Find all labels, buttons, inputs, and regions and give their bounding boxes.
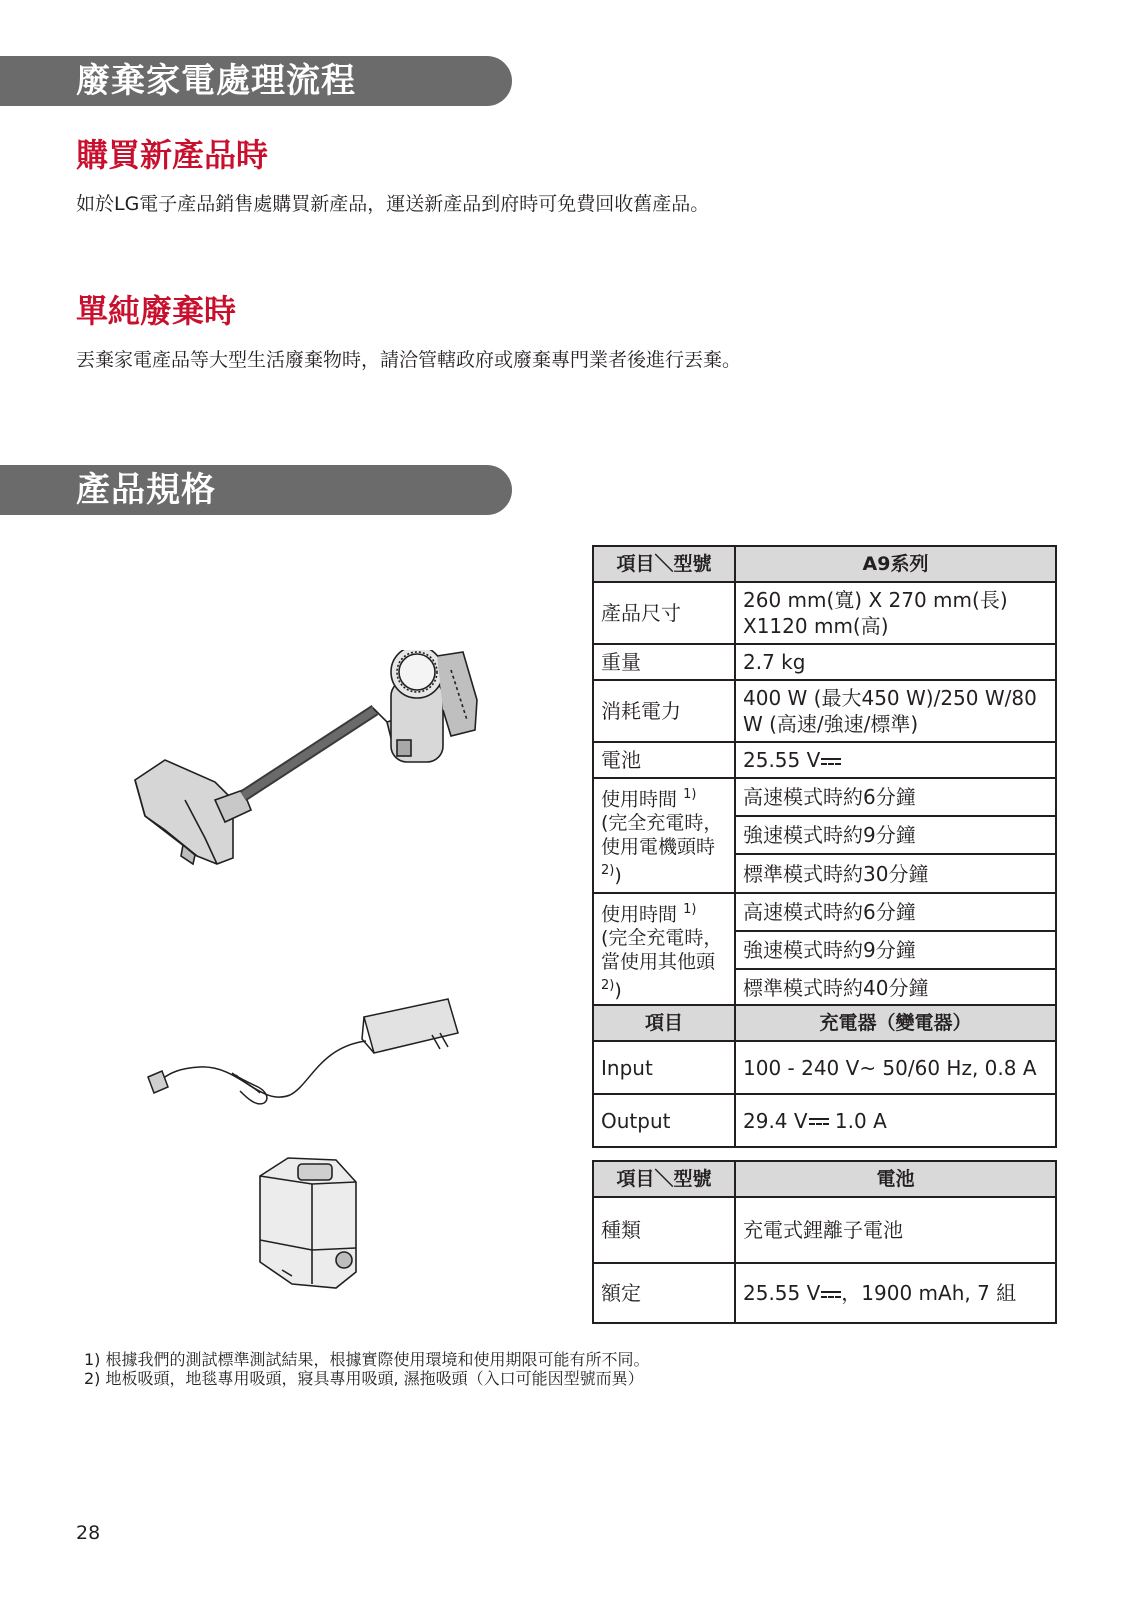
heading-buy-new: 購買新產品時 xyxy=(76,136,269,174)
footnote-1: 1) 根據我們的測試標準測試結果，根據實際使用環境和使用期限可能有所不同。 xyxy=(84,1350,650,1369)
battery-value xyxy=(735,742,1056,778)
battery-pack-illustration xyxy=(252,1150,367,1295)
battery-voltage: 25.55 V xyxy=(743,748,821,772)
runtime-label-line3: 使用電機頭時 xyxy=(601,836,716,859)
output-label: Output xyxy=(593,1094,735,1147)
footnotes xyxy=(84,1350,650,1388)
input-value: 100 - 240 V~ 50/60 Hz, 0.8 A xyxy=(735,1041,1056,1094)
page-number: 28 xyxy=(76,1522,101,1544)
header-charger: 充電器（變電器） xyxy=(735,1005,1056,1041)
charger-adapter-illustration xyxy=(140,995,470,1125)
text-dispose-only: 丟棄家電產品等大型生活廢棄物時，請洽管轄政府或廢棄專門業者後進行丟棄。 xyxy=(76,349,742,371)
output-current: 1.0 A xyxy=(828,1108,887,1133)
header-series: A9系列 xyxy=(735,546,1056,582)
type-label: 種類 xyxy=(593,1197,735,1263)
rating-label: 額定 xyxy=(593,1263,735,1323)
weight-value: 2.7 kg xyxy=(735,644,1056,680)
table-header-row xyxy=(593,1161,1056,1197)
header-item: 項目 xyxy=(593,1005,735,1041)
runtime-label-line3: 當使用其他頭 xyxy=(601,950,716,973)
section-title-disposal: 廢棄家電處理流程 xyxy=(76,61,356,101)
battery-spec-table xyxy=(592,1160,1057,1324)
header-item-model: 項目＼型號 xyxy=(593,546,735,582)
dc-symbol-icon xyxy=(821,1290,841,1300)
dc-symbol-icon xyxy=(821,757,841,767)
input-label: Input xyxy=(593,1041,735,1094)
size-label: 產品尺寸 xyxy=(593,582,735,644)
table-row xyxy=(593,680,1056,742)
runtime-other-power: 強速模式時約9分鐘 xyxy=(735,931,1056,969)
runtime-label-line1: 使用時間 xyxy=(601,788,678,811)
runtime-label-line2: (完全充電時， xyxy=(601,812,723,835)
runtime-other-turbo: 高速模式時約6分鐘 xyxy=(735,893,1056,931)
battery-label: 電池 xyxy=(593,742,735,778)
close-paren: ) xyxy=(614,864,622,887)
output-value xyxy=(735,1094,1056,1147)
runtime-label-line1: 使用時間 xyxy=(601,902,678,925)
runtime-other-label xyxy=(593,893,735,1008)
runtime-motor-turbo: 高速模式時約6分鐘 xyxy=(735,778,1056,816)
table-row xyxy=(593,1094,1056,1147)
table-row xyxy=(593,778,1056,816)
table-row xyxy=(593,582,1056,644)
vacuum-cleaner-illustration xyxy=(125,650,505,880)
weight-label: 重量 xyxy=(593,644,735,680)
runtime-motor-power: 強速模式時約9分鐘 xyxy=(735,816,1056,854)
table-row xyxy=(593,1197,1056,1263)
header-item-model: 項目＼型號 xyxy=(593,1161,735,1197)
type-value: 充電式鋰離子電池 xyxy=(735,1197,1056,1263)
footnote-ref-1: 1) xyxy=(683,901,697,917)
heading-dispose-only: 單純廢棄時 xyxy=(76,292,237,330)
runtime-label-line2: (完全充電時， xyxy=(601,926,723,949)
runtime-other-normal: 標準模式時約40分鐘 xyxy=(735,969,1056,1007)
close-paren: ) xyxy=(614,979,622,1002)
footnote-2: 2) 地板吸頭，地毯專用吸頭，寢具專用吸頭, 濕拖吸頭（入口可能因型號而異） xyxy=(84,1369,644,1388)
power-label: 消耗電力 xyxy=(593,680,735,742)
table-header-row xyxy=(593,546,1056,582)
rating-voltage: 25.55 V xyxy=(743,1281,821,1305)
table-header-row xyxy=(593,1005,1056,1041)
table-row xyxy=(593,644,1056,680)
text-buy-new: 如於LG電子產品銷售處購買新產品，運送新產品到府時可免費回收舊產品。 xyxy=(76,193,710,215)
table-row xyxy=(593,893,1056,931)
table-row xyxy=(593,742,1056,778)
footnote-ref-1: 1) xyxy=(683,787,697,802)
table-row xyxy=(593,1041,1056,1094)
rating-capacity: ，1900 mAh, 7 組 xyxy=(841,1281,1017,1305)
product-spec-table xyxy=(592,545,1057,1008)
footnote-ref-2: 2) xyxy=(601,977,615,993)
dc-symbol-icon xyxy=(809,1117,829,1127)
power-value: 400 W (最大450 W)/250 W/80 W (高速/強速/標準) xyxy=(735,680,1056,742)
header-battery: 電池 xyxy=(735,1161,1056,1197)
output-voltage: 29.4 V xyxy=(743,1108,808,1133)
table-row xyxy=(593,1263,1056,1323)
section-title-specs: 產品規格 xyxy=(76,470,216,510)
footnote-ref-2: 2) xyxy=(601,863,615,879)
charger-spec-table xyxy=(592,1004,1057,1148)
runtime-motor-label xyxy=(593,778,735,893)
runtime-motor-normal: 標準模式時約30分鐘 xyxy=(735,854,1056,892)
size-value: 260 mm(寬) X 270 mm(長) X1120 mm(高) xyxy=(735,582,1056,644)
rating-value xyxy=(735,1263,1056,1323)
